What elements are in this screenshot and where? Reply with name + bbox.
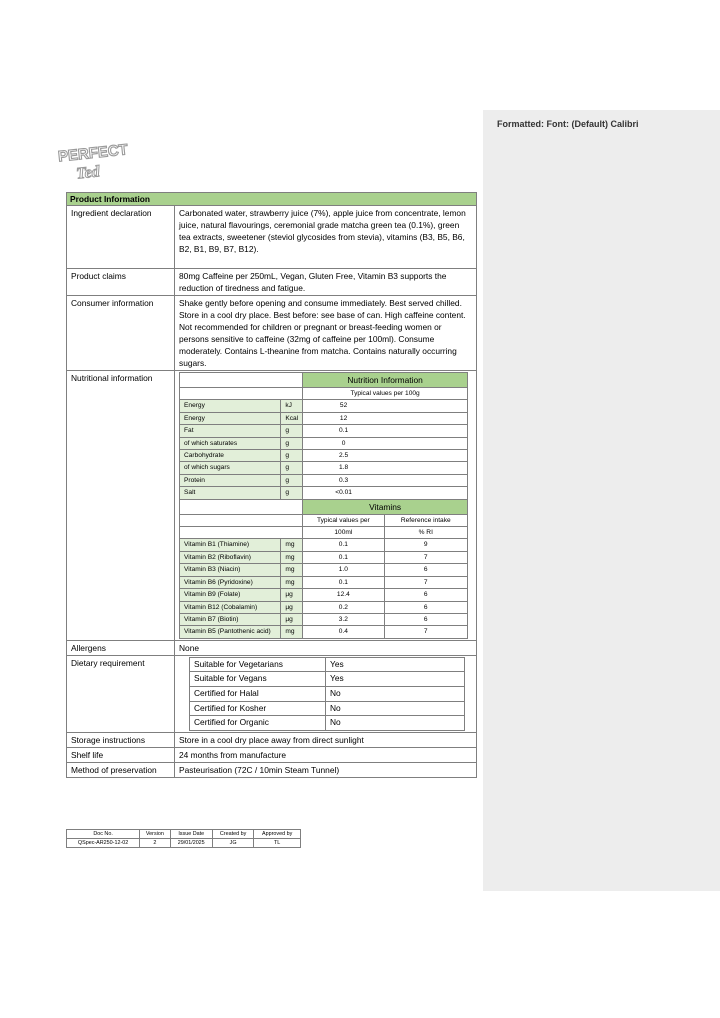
svg-text:PERFECT: PERFECT xyxy=(57,141,128,166)
vitamin-ri: 6 xyxy=(384,613,467,625)
nutrient-value: 2.5 xyxy=(303,450,384,462)
vitamin-unit: mg xyxy=(281,539,303,551)
vitamin-value: 12.4 xyxy=(303,589,384,601)
dietary-row xyxy=(67,655,477,732)
dietary-question: Suitable for Vegans xyxy=(190,672,326,687)
vitamin-unit: mg xyxy=(281,551,303,563)
vitamin-name: Vitamin B5 (Pantothenic acid) xyxy=(180,626,281,638)
vitamin-unit: µg xyxy=(281,613,303,625)
nutrient-unit: g xyxy=(281,437,303,449)
dietary-row-item xyxy=(190,672,465,687)
vitamin-ri: 9 xyxy=(384,539,467,551)
spec-header-row xyxy=(67,193,477,206)
dietary-answer: No xyxy=(326,701,465,716)
dietary-row-item xyxy=(190,686,465,701)
consumer-label: Consumer information xyxy=(67,296,175,371)
vitamin-ri: 7 xyxy=(384,576,467,588)
vitamin-ri: 6 xyxy=(384,564,467,576)
spec-header: Product Information xyxy=(67,193,477,206)
dietary-question: Certified for Kosher xyxy=(190,701,326,716)
vitamin-row-item xyxy=(180,613,468,625)
preservation-label: Method of preservation xyxy=(67,762,175,777)
ingredient-row xyxy=(67,206,477,269)
vitamin-value: 0.4 xyxy=(303,626,384,638)
doc-value-cell: 29/01/2025 xyxy=(170,839,212,848)
allergens-row xyxy=(67,640,477,655)
preservation-row xyxy=(67,762,477,777)
nutrient-unit: Kcal xyxy=(281,412,303,424)
doc-value-cell: JG xyxy=(212,839,253,848)
dietary-answer: Yes xyxy=(326,672,465,687)
vitamin-name: Vitamin B7 (Biotin) xyxy=(180,613,281,625)
nutrient-value: 1.8 xyxy=(303,462,384,474)
dietary-label: Dietary requirement xyxy=(67,655,175,732)
vitamin-value: 0.1 xyxy=(303,576,384,588)
nutrient-spacer xyxy=(384,487,467,499)
ingredient-label: Ingredient declaration xyxy=(67,206,175,269)
vitamin-ri: 7 xyxy=(384,626,467,638)
nutrient-name: Carbohydrate xyxy=(180,450,281,462)
nutrient-value: 0.1 xyxy=(303,425,384,437)
nutrient-spacer xyxy=(384,450,467,462)
nutrient-spacer xyxy=(384,425,467,437)
storage-label: Storage instructions xyxy=(67,732,175,747)
vitamin-name: Vitamin B1 (Thiamine) xyxy=(180,539,281,551)
nutrient-unit: g xyxy=(281,487,303,499)
nutrient-unit: g xyxy=(281,450,303,462)
doc-value-cell: 2 xyxy=(140,839,170,848)
vitamin-value: 1.0 xyxy=(303,564,384,576)
vitamin-value: 0.2 xyxy=(303,601,384,613)
vitamin-value: 0.1 xyxy=(303,551,384,563)
vitamin-row-item xyxy=(180,589,468,601)
shelf-life-label: Shelf life xyxy=(67,747,175,762)
nutrient-name: Energy xyxy=(180,412,281,424)
nutrition-table xyxy=(179,372,468,639)
vitamins-col2: Reference intake xyxy=(384,514,467,526)
allergens-label: Allergens xyxy=(67,640,175,655)
nutrition-row xyxy=(67,371,477,641)
vitamin-ri: 6 xyxy=(384,601,467,613)
nutrient-spacer xyxy=(384,412,467,424)
consumer-value: Shake gently before opening and consume immediately. Best served chilled. Store in a cool dry place. Best before: see base of can. High caffeine content. Not recommended for children or pregnant or breast-feeding women or persons sensitive to caffeine (32mg of caffeine per 100ml). Consume moderately. Contains L-theanine from matcha. Contains naturally occurring sugars. xyxy=(175,296,477,371)
dietary-table xyxy=(189,657,465,731)
doc-header-cell: Issue Date xyxy=(170,830,212,839)
ingredient-value: Carbonated water, strawberry juice (7%), apple juice from concentrate, lemon juice, natural flavourings, ceremonial grade matcha green tea (0.1%), green tea extracts, sweetener (steviol glycosides from stevia), vitamins (B3, B5, B6, B2, B1, B9, B7, B12). xyxy=(175,206,477,269)
vitamins-col1: Typical values per xyxy=(303,514,384,526)
vitamin-row-item xyxy=(180,539,468,551)
dietary-cell xyxy=(175,655,477,732)
product-spec-table xyxy=(66,192,477,778)
svg-text:Ted: Ted xyxy=(75,163,101,182)
vitamin-value: 3.2 xyxy=(303,613,384,625)
vitamin-rows xyxy=(180,539,468,638)
vitamin-name: Vitamin B2 (Riboflavin) xyxy=(180,551,281,563)
vitamin-unit: mg xyxy=(281,564,303,576)
vitamin-unit: mg xyxy=(281,626,303,638)
vitamin-unit: mg xyxy=(281,576,303,588)
dietary-answer: No xyxy=(326,716,465,731)
nutrient-value: 0 xyxy=(303,437,384,449)
vitamin-unit: µg xyxy=(281,589,303,601)
dietary-row-item xyxy=(190,657,465,672)
nutrition-rows xyxy=(180,400,468,499)
logo-icon xyxy=(56,140,128,182)
doc-value-cell: TL xyxy=(254,839,301,848)
nutrition-row-item xyxy=(180,425,468,437)
nutrient-name: Protein xyxy=(180,474,281,486)
vitamin-name: Vitamin B9 (Folate) xyxy=(180,589,281,601)
storage-row xyxy=(67,732,477,747)
vitamin-name: Vitamin B6 (Pyridoxine) xyxy=(180,576,281,588)
dietary-answer: Yes xyxy=(326,657,465,672)
nutrition-subtitle: Typical values per 100g xyxy=(303,388,468,400)
nutrient-name: Salt xyxy=(180,487,281,499)
nutrient-name: of which sugars xyxy=(180,462,281,474)
nutrient-name: Fat xyxy=(180,425,281,437)
doc-header-cell: Approved by xyxy=(254,830,301,839)
vitamin-name: Vitamin B12 (Cobalamin) xyxy=(180,601,281,613)
shelf-life-value: 24 months from manufacture xyxy=(175,747,477,762)
vitamin-row-item xyxy=(180,601,468,613)
nutrient-spacer xyxy=(384,400,467,412)
vitamin-value: 0.1 xyxy=(303,539,384,551)
nutrition-row-item xyxy=(180,462,468,474)
nutrient-value: <0.01 xyxy=(303,487,384,499)
nutrient-value: 12 xyxy=(303,412,384,424)
nutrient-name: of which saturates xyxy=(180,437,281,449)
nutrition-row-item xyxy=(180,400,468,412)
vitamin-name: Vitamin B3 (Niacin) xyxy=(180,564,281,576)
vitamin-row-item xyxy=(180,551,468,563)
vitamins-col1b: 100ml xyxy=(303,527,384,539)
nutrient-unit: g xyxy=(281,474,303,486)
nutrition-cell xyxy=(175,371,477,641)
dietary-answer: No xyxy=(326,686,465,701)
nutrition-title: Nutrition Information xyxy=(303,373,468,388)
doc-header-cell: Version xyxy=(140,830,170,839)
document-control-table xyxy=(66,829,301,848)
consumer-row xyxy=(67,296,477,371)
dietary-row-item xyxy=(190,716,465,731)
dietary-question: Certified for Organic xyxy=(190,716,326,731)
nutrition-row-item xyxy=(180,474,468,486)
vitamin-row-item xyxy=(180,564,468,576)
claims-row xyxy=(67,269,477,296)
comment-title: Formatted: Font: (Default) Calibri xyxy=(497,119,639,129)
perfect-ted-logo xyxy=(56,140,128,182)
nutrition-row-item xyxy=(180,412,468,424)
nutrition-row-item xyxy=(180,450,468,462)
comment-pane xyxy=(483,110,720,891)
nutrient-unit: g xyxy=(281,425,303,437)
claims-label: Product claims xyxy=(67,269,175,296)
vitamins-title: Vitamins xyxy=(303,499,468,514)
doc-value-cell: QSpec-AR250-12-02 xyxy=(67,839,140,848)
nutrient-value: 0.3 xyxy=(303,474,384,486)
vitamins-col2b: % RI xyxy=(384,527,467,539)
shelf-life-row xyxy=(67,747,477,762)
vitamin-row-item xyxy=(180,626,468,638)
dietary-question: Certified for Halal xyxy=(190,686,326,701)
doc-header-cell: Doc No. xyxy=(67,830,140,839)
nutrition-label: Nutritional information xyxy=(67,371,175,641)
nutrition-row-item xyxy=(180,437,468,449)
dietary-question: Suitable for Vegetarians xyxy=(190,657,326,672)
preservation-value: Pasteurisation (72C / 10min Steam Tunnel) xyxy=(175,762,477,777)
vitamin-ri: 7 xyxy=(384,551,467,563)
nutrient-unit: g xyxy=(281,462,303,474)
nutrition-row-item xyxy=(180,487,468,499)
nutrient-spacer xyxy=(384,474,467,486)
allergens-value: None xyxy=(175,640,477,655)
storage-value: Store in a cool dry place away from direct sunlight xyxy=(175,732,477,747)
nutrient-spacer xyxy=(384,437,467,449)
dietary-row-item xyxy=(190,701,465,716)
doc-values-row xyxy=(67,839,301,848)
vitamin-row-item xyxy=(180,576,468,588)
vitamin-unit: µg xyxy=(281,601,303,613)
nutrient-unit: kJ xyxy=(281,400,303,412)
vitamin-ri: 6 xyxy=(384,589,467,601)
doc-header-cell: Created by xyxy=(212,830,253,839)
nutrient-name: Energy xyxy=(180,400,281,412)
claims-value: 80mg Caffeine per 250mL, Vegan, Gluten Free, Vitamin B3 supports the reduction of tiredness and fatigue. xyxy=(175,269,477,296)
nutrient-value: 52 xyxy=(303,400,384,412)
nutrient-spacer xyxy=(384,462,467,474)
doc-header-row xyxy=(67,830,301,839)
